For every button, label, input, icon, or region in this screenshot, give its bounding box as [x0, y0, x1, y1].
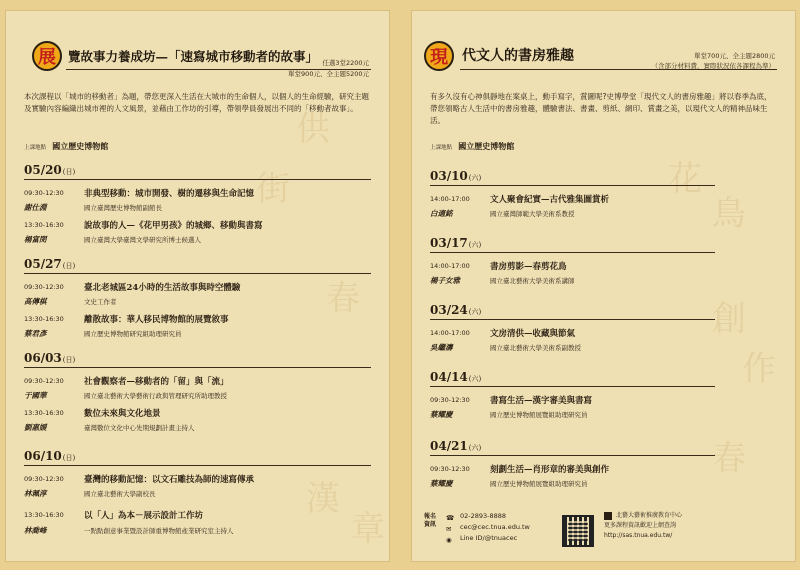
date-heading: 04/14(六) [430, 370, 482, 384]
session-row: 09:30-12:30 臺灣的移動記憶：以文石雕技為師的速寫傳承 [24, 474, 255, 485]
left-intro: 本次課程以「城市的移動者」為題，帶您更深入生活在大城市的生命個人，以個人的生命經驗，研究主題及實驗內容編織出城市裡的人文風景，並藉由工作坊的引導，帶領學員發展出不同的「移動者故事」。 [24, 92, 369, 113]
date-heading: 06/03(日) [24, 351, 76, 365]
bg-decoration: 漢 [306, 479, 340, 519]
contact-lines [446, 511, 530, 544]
venue-label: 上課地點 [430, 145, 453, 151]
bg-decoration: 供 [296, 109, 330, 149]
session-row: 09:30-12:30 刻劃生活—肖形章的審美與創作 [430, 464, 610, 475]
venue-name: 國立歷史博物館 [52, 142, 109, 151]
session-row: 14:00-17:00 書房剪影—春剪花鳥 [430, 261, 567, 272]
session-row: 13:30-16:30 離散故事：華人移民博物館的展覽敘事 [24, 314, 229, 325]
bg-decoration: 街 [256, 169, 290, 209]
speaker-row: 蔡君彥 國立歷史博物館研究組助理研究員 [24, 329, 182, 338]
right-title: 代文人的書房雅趣 [462, 48, 574, 64]
speaker-row: 高傳棋 文史工作者 [24, 297, 117, 306]
bg-decoration: 章 [351, 509, 385, 549]
speaker-row: 林珮淳 國立臺北藝術大學副校長 [24, 489, 156, 498]
session-row: 13:30-16:30 以「人」為本－展示設計工作坊 [24, 510, 204, 521]
speaker-row: 蔡耀慶 國立歷史博物館展覽組助理研究員 [430, 410, 588, 419]
org-info: 北藝大藝術推廣教育中心 更多課程資訊歡迎上網查詢 http://sas.tnua.edu.tw/ [604, 512, 683, 539]
session-row: 14:00-17:00 文人聚會紀實—古代雅集圖賞析 [430, 194, 610, 205]
bg-decoration: 花 [668, 159, 702, 199]
speaker-row: 吳繼濤 國立臺北藝術大學美術系副教授 [430, 343, 581, 352]
date-divider [24, 465, 371, 466]
org-logo-icon [604, 512, 612, 520]
speaker-row: 楊子女雅 國立臺北藝術大學美術系講師 [430, 276, 575, 285]
chat-icon: ◉ [446, 536, 452, 544]
date-heading: 05/27(日) [24, 257, 76, 271]
venue-name: 國立歷史博物館 [458, 142, 515, 151]
session-row: 13:30-16:30 數位未來與文化地景 [24, 408, 161, 419]
session-row: 09:30-12:30 非典型移動：城市開發、樹的遷移與生命記憶 [24, 188, 255, 199]
right-intro: 有多久沒有心神俱靜地在案桌上，動手寫字，賞圖呢?史博學堂「現代文人的書房雅趣」將以春季為底，帶您領略古人生活中的書房雅趣，體驗書法、書畫、剪紙、網印、賞畫之美，以現代文人的精神品味生活。 [430, 92, 772, 125]
date-heading: 05/20(日) [24, 163, 76, 177]
left-header [6, 11, 389, 79]
bg-decoration: 鳥 [712, 194, 746, 234]
contact-block [412, 507, 795, 562]
right-panel [411, 10, 796, 562]
email-line[interactable]: ✉ cec@cec.tnua.edu.tw [446, 523, 530, 533]
exhibition-badge: 展 [32, 41, 62, 71]
date-divider [24, 367, 371, 368]
line-id: ◉ Line ID/@tnuacec [446, 534, 518, 544]
speaker-row: 楊富閔 國立臺灣大學臺灣文學研究所博士候選人 [24, 235, 201, 244]
date-heading: 06/10(日) [24, 449, 76, 463]
venue-label: 上課地點 [24, 145, 47, 151]
right-header [412, 11, 795, 79]
speaker-row: 林喬峰 一點點創意事業暨設計師重博物館產業研究室主持人 [24, 526, 234, 535]
date-divider [430, 319, 715, 320]
speaker-row: 謝仕淵 國立臺灣歷史博物館副館長 [24, 203, 162, 212]
bg-decoration: 春 [326, 279, 360, 319]
date-heading: 04/21(六) [430, 439, 482, 453]
bg-decoration: 作 [742, 349, 776, 389]
date-divider [430, 252, 715, 253]
org-url[interactable]: http://sas.tnua.edu.tw/ [604, 532, 673, 539]
left-panel [5, 10, 390, 562]
mail-icon: ✉ [446, 525, 452, 533]
phone-icon: ☎ [446, 514, 455, 522]
left-title: 覽故事力養成坊—「速寫城市移動者的故事」 [68, 49, 319, 64]
price-line-2: 單堂900元、全主題5200元 [288, 70, 369, 78]
date-divider [430, 386, 715, 387]
session-row: 09:30-12:30 臺北老城區24小時的生活故事與時空體驗 [24, 282, 241, 293]
date-heading: 03/24(六) [430, 303, 482, 317]
price-line-1: 任選3堂2200元 [322, 59, 369, 67]
bg-decoration: 創 [712, 299, 746, 339]
date-heading: 03/10(六) [430, 169, 482, 183]
date-heading: 03/17(六) [430, 236, 482, 250]
speaker-row: 劉惠媛 臺灣數位文化中心先期規劃計畫主持人 [24, 423, 195, 432]
phone-line: ☎ 02-2893-8888 [446, 512, 507, 522]
price-line-2: （含部分材料費，實際狀況依各課程為準） [651, 62, 775, 70]
qr-code[interactable] [562, 515, 594, 547]
date-divider [430, 455, 715, 456]
bg-decoration: 春 [712, 439, 746, 479]
speaker-row: 于國華 國立臺北藝術大學藝術行政與管理研究所助理教授 [24, 391, 227, 400]
price-line-1: 單堂700元、全主題2800元 [694, 52, 775, 60]
date-divider [24, 273, 371, 274]
speaker-row: 白適銘 國立臺灣師範大學美術系教授 [430, 209, 575, 218]
date-divider [24, 179, 371, 180]
session-row: 14:00-17:00 文房清供—收藏與節氣 [430, 328, 576, 339]
session-row: 13:30-16:30 說故事的人—《花甲男孩》的城鄉、移動與書寫 [24, 220, 263, 231]
contact-label: 報名資訊 [424, 513, 437, 528]
date-divider [430, 185, 715, 186]
speaker-row: 蔡耀慶 國立歷史博物館展覽組助理研究員 [430, 479, 588, 488]
modern-badge: 現 [424, 41, 454, 71]
right-venue [430, 141, 514, 152]
left-venue [24, 141, 108, 152]
session-row: 09:30-12:30 書寫生活—漢字審美與書寫 [430, 395, 593, 406]
session-row: 09:30-12:30 社會觀察者—移動者的「留」與「流」 [24, 376, 229, 387]
